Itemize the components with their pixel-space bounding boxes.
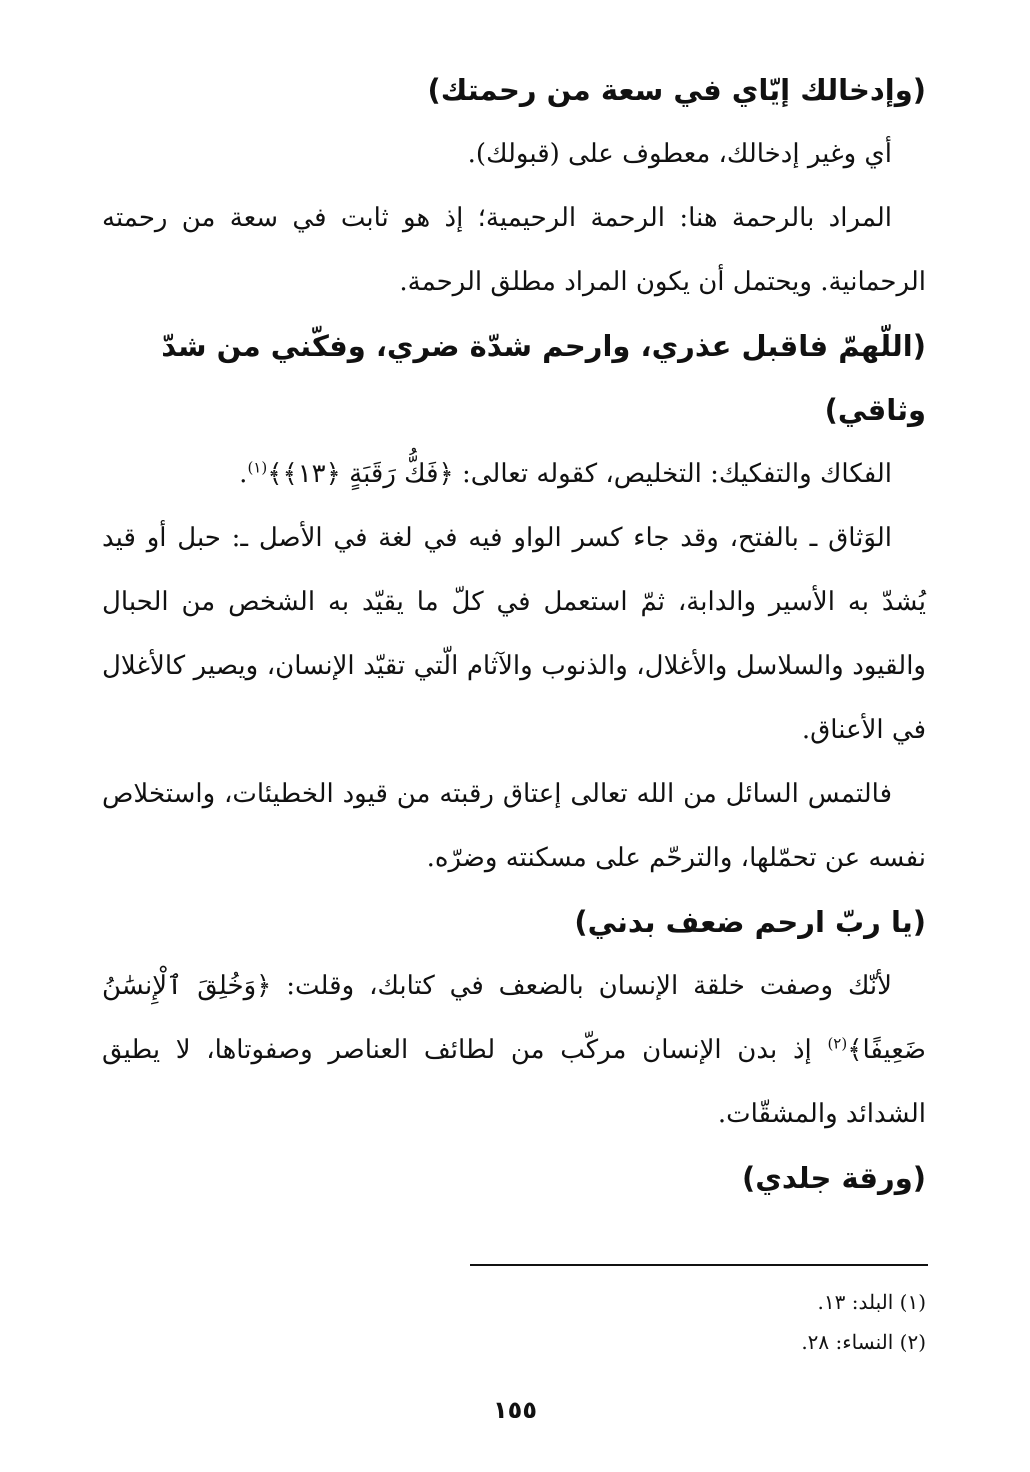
footnote-ref-1: (١) — [247, 458, 268, 477]
paragraph-1: أي وغير إدخالك، معطوف على (قبولك). — [467, 139, 892, 169]
footnotes — [526, 1282, 926, 1362]
paragraph-2: المراد بالرحمة هنا: الرحمة الرحيمية؛ إذ هو ثابت في سعة من رحمته الرحمانية. ويحتمل أن يكون المراد مطلق الرحمة. — [102, 203, 926, 297]
footnote-1: (١) البلد: ١٣. — [817, 1290, 926, 1314]
section-heading-2: (اللّهمّ فاقبل عذري، وارحم شدّة ضري، وفكّني من شدّ وثاقي) — [161, 329, 926, 427]
footnote-divider — [470, 1264, 928, 1266]
paragraph-6: لأنّك وصفت خلقة الإنسان بالضعف في كتابك، وقلت: ﴿وَخُلِقَ ٱلْإِنسَٰنُ ضَعِيفًا﴾$^{(٢)}$ إذ بدن الإنسان مركّب من لطائف العناصر وصفوتاها، لا يطيق الشدائد والمشقّات. — [102, 971, 926, 1129]
page-body — [102, 58, 926, 1210]
page-number: ١٥٥ — [493, 1396, 537, 1424]
section-heading-1: (وإدخالك إيّاي في سعة من رحمتك) — [427, 73, 926, 107]
footnote-ref-2: (٢) — [827, 1034, 848, 1053]
section-heading-4: (ورقة جلدي) — [742, 1161, 926, 1195]
paragraph-5: فالتمس السائل من الله تعالى إعتاق رقبته من قيود الخطيئات، واستخلاص نفسه عن تحمّلها، والترحّم على مسكنته وضرّه. — [102, 779, 926, 873]
paragraph-4: الوَثاق ـ بالفتح، وقد جاء كسر الواو فيه في لغة في الأصل ـ: حبل أو قيد يُشدّ به الأسير والدابة، ثمّ استعمل في كلّ ما يقيّد به الشخص من الحبال والقيود والسلاسل والأغلال، والذنوب والآثام الّتي تقيّد الإنسان، ويصير كالأغلال في الأعناق. — [102, 523, 926, 745]
footnote-2: (٢) النساء: ٢٨. — [801, 1330, 926, 1354]
paragraph-3: الفكاك والتفكيك: التخليص، كقوله تعالى: ﴿فَكُّ رَقَبَةٍ ﴿١٣﴾﴾$^{(١)}$. — [239, 458, 892, 489]
section-heading-3: (يا ربّ ارحم ضعف بدني) — [574, 905, 926, 939]
